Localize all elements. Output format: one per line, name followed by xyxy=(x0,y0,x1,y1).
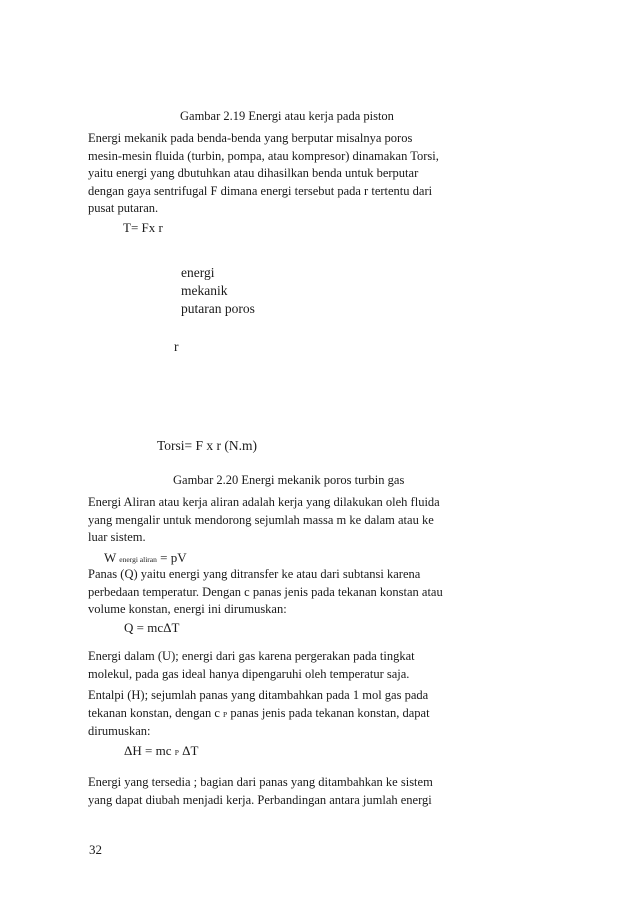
text-line: perbedaan temperatur. Dengan c panas jenis pada tekanan konstan atau xyxy=(88,584,443,599)
label-putaran-poros: putaran poros xyxy=(181,301,255,316)
text-line: molekul, pada gas ideal hanya dipengaruhi oleh temperatur saja. xyxy=(88,666,410,681)
paragraph-energi-tersedia xyxy=(88,774,458,809)
subscript-p: P xyxy=(223,709,228,719)
figure-2-19-caption: Gambar 2.19 Energi atau kerja pada piston xyxy=(180,109,394,123)
text-line xyxy=(88,705,458,724)
text-line: dirumuskan: xyxy=(88,724,151,738)
text-line: Energi Aliran atau kerja aliran adalah kerja yang dilakukan oleh fluida xyxy=(88,495,440,509)
text-line: mesin-mesin fluida (turbin, pompa, atau kompresor) dinamakan Torsi, xyxy=(88,148,439,163)
figure-2-20-label xyxy=(181,264,255,318)
eq-w-rest: = pV xyxy=(160,550,187,565)
eq-w: W xyxy=(104,550,117,565)
paragraph-panas xyxy=(88,566,458,619)
label-radius-r: r xyxy=(174,339,179,354)
equation-panas: Q = mcΔT xyxy=(124,620,180,635)
text-line: Energi dalam (U); energi dari gas karena pergerakan pada tingkat xyxy=(88,649,415,663)
equation-energi-aliran xyxy=(104,550,187,566)
text-line: yang mengalir untuk mendorong sejumlah massa m ke dalam atau ke xyxy=(88,512,434,527)
text-line: Entalpi (H); sejumlah panas yang ditambahkan pada 1 mol gas pada xyxy=(88,688,429,702)
equation-torsi-short: T= Fx r xyxy=(123,220,163,235)
equation-entalpi xyxy=(124,743,198,759)
paragraph-entalpi xyxy=(88,687,458,741)
text-line: dengan gaya sentrifugal F dimana energi tersebut pada r tertentu dari xyxy=(88,183,433,198)
text-segment: panas jenis pada tekanan konstan, dapat xyxy=(230,705,430,720)
eq-w-subscript: energi aliran xyxy=(119,555,157,564)
text-line: yaitu energi yang dbutuhkan atau dihasilkan benda untuk berputar xyxy=(88,166,419,180)
text-line: pusat putaran. xyxy=(88,201,159,215)
label-energi: energi xyxy=(181,265,215,280)
text-line: volume konstan, energi ini dirumuskan: xyxy=(88,602,287,616)
figure-2-20-caption: Gambar 2.20 Energi mekanik poros turbin gas xyxy=(173,473,405,487)
eq-part: ΔT xyxy=(182,743,199,758)
text-segment: tekanan konstan, dengan c xyxy=(88,705,220,720)
text-line: yang dapat diubah menjadi kerja. Perbandingan antara jumlah energi xyxy=(88,792,432,807)
paragraph-energi-aliran xyxy=(88,494,458,547)
text-line: Energi yang tersedia ; bagian dari panas yang ditambahkan ke sistem xyxy=(88,775,433,789)
torsi-formula: Torsi= F x r (N.m) xyxy=(157,438,258,453)
text-line: Energi mekanik pada benda-benda yang berputar misalnya poros xyxy=(88,131,413,145)
paragraph-energi-mekanik xyxy=(88,130,458,218)
text-line: luar sistem. xyxy=(88,530,146,544)
label-mekanik: mekanik xyxy=(181,283,228,298)
page-number: 32 xyxy=(89,842,102,857)
text-line: Panas (Q) yaitu energi yang ditransfer ke atau dari subtansi karena xyxy=(88,567,421,581)
subscript-p: P xyxy=(174,748,179,757)
eq-part: ΔH = mc xyxy=(124,743,172,758)
paragraph-energi-dalam xyxy=(88,648,458,683)
